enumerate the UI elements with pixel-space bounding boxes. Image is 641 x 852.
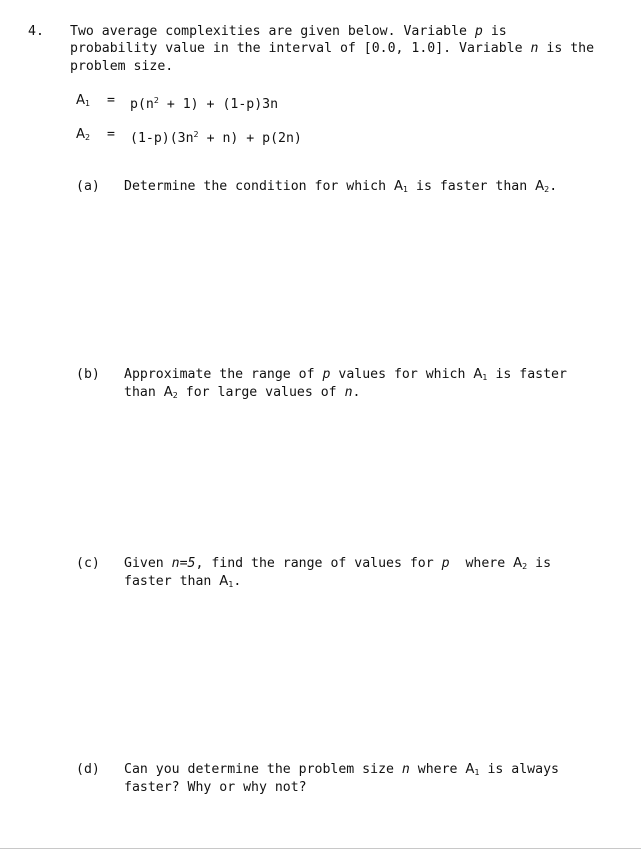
equation-a2-lhs: $A_2$ [76, 127, 91, 142]
part-d-text-line-1: Can you determine the problem size n where $A_1$ is always [124, 762, 559, 777]
equation-a1-equals: = [107, 93, 115, 108]
part-d-label: (d) [76, 762, 100, 777]
part-a-label: (a) [76, 179, 100, 194]
part-a-text: Determine the condition for which $A_1$ is faster than $A_2$. [124, 179, 558, 194]
variable-n: n [530, 41, 539, 56]
part-c-text-line-1: Given n=5, find the range of values for p where $A_2$ is [124, 556, 552, 571]
intro-line-3: problem size. [70, 59, 174, 74]
intro-line-2: probability value in the interval of [0.0, 1.0]. Variable n is the [70, 41, 595, 56]
equation-a1-rhs: $p(n^2 + 1) + (1-p)3n$ [130, 96, 279, 112]
intro-line-1: Two average complexities are given below. Variable p is [70, 24, 507, 39]
part-d-text-line-2: faster? Why or why not? [124, 780, 307, 795]
part-b-text-line-1: Approximate the range of p values for which $A_1$ is faster [124, 367, 567, 382]
equation-a2-equals: = [107, 127, 115, 142]
part-c-label: (c) [76, 556, 100, 571]
equation-a2-rhs: $(1-p)(3n^2 + n) + p(2n)$ [130, 130, 302, 146]
page-bottom-divider [0, 848, 641, 849]
part-c-text-line-2: faster than $A_1$. [124, 574, 242, 589]
part-b-text-line-2: than $A_2$ for large values of n. [124, 385, 361, 400]
variable-p: p [474, 24, 483, 39]
part-b-label: (b) [76, 367, 100, 382]
equation-a1-lhs: $A_1$ [76, 93, 91, 108]
question-number: 4. [28, 24, 44, 39]
